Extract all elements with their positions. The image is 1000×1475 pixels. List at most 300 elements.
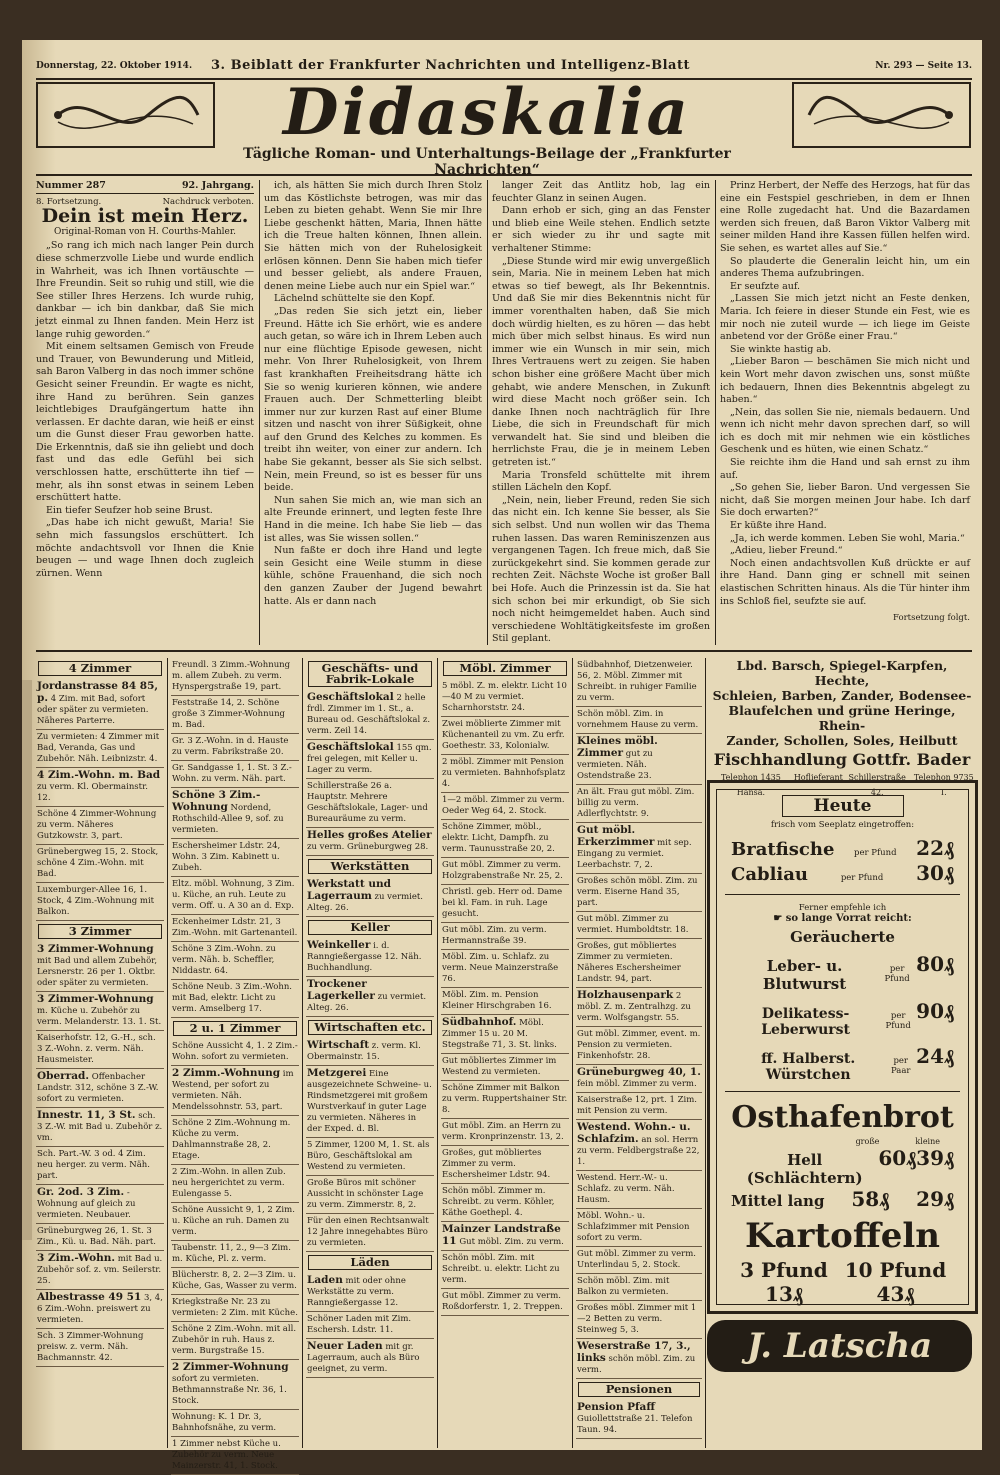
offer-note: Ferner empfehle ich <box>798 903 887 913</box>
offer-item-price: 22₰ <box>916 836 954 860</box>
ad-headline: Gr. 2od. 3 Zim. <box>37 1186 125 1198</box>
ads-column-1 <box>36 658 164 1448</box>
paragraph: „So gehen Sie, lieber Baron. Und vergessen Sie nicht, daß Sie morgen meinen Jour habe. Ich darf Sie doch erwarten?“ <box>720 482 970 519</box>
ad-text: mit Bad und allem Zubehör, Lersnerstr. 26 per 1. Oktbr. oder später zu vermieten. <box>37 956 158 988</box>
ads-column-2 <box>171 658 299 1471</box>
classified-ad <box>441 1119 569 1146</box>
classified-ad <box>171 734 299 761</box>
classified-ad <box>306 938 434 977</box>
ad-text: 2 möbl. Zimmer mit Pension zu vermieten. Bahnhofsplatz 4. <box>442 757 566 789</box>
ad-text: Gut möbl. Zim. zu verm. <box>459 1237 564 1247</box>
ad-text: sch. 3 Z.-W. mit Bad u. Zubehör z. vm. <box>37 1111 163 1143</box>
ad-text: Gut möbl. Zim. an Herrn zu verm. Kronprinzenstr. 13, 2. <box>442 1121 564 1142</box>
pointing-hand-icon: ☛ <box>773 913 786 924</box>
classified-ad <box>441 1146 569 1184</box>
ad-text: Gut möbl. Zimmer zu verm. Roßdorferstr. 1, 2. Treppen. <box>442 1291 563 1312</box>
ad-text: 155 qm. frei gelegen, mit Keller u. Lager zu verm. <box>307 743 432 775</box>
classified-ad <box>306 877 434 917</box>
ad-headline: 2 Zimm.-Wohnung <box>172 1067 281 1079</box>
ads-section-heading: Wirtschaften etc. <box>308 1020 432 1035</box>
ad-text: Nordend, Rothschild-Allee 9, sof. zu vermieten. <box>172 803 284 835</box>
ad-text: Schön möbl. Zim. mit Schreibt. u. elektr. Licht zu verm. <box>442 1253 560 1285</box>
ad-headline: 3 Zim.-Wohn. <box>37 1252 116 1264</box>
ad-text: Zu vermieten: 4 Zimmer mit Bad, Veranda, Gas und Zubehör. Näh. Leibnizstr. 4. <box>37 732 160 764</box>
classified-ad <box>36 1031 164 1069</box>
offer-box-inner <box>716 789 969 1305</box>
ad-text: Schöner Laden mit Zim. Eschersh. Ldstr. 11. <box>307 1314 412 1335</box>
ad-headline: Gut möbl. Erkerzimmer <box>577 824 655 848</box>
classified-ad <box>171 1165 299 1203</box>
potato-price-a: 3 Pfund 13₰ <box>740 1258 828 1306</box>
classified-ad <box>171 1295 299 1322</box>
ad-headline: Werkstatt und Lagerraum <box>307 878 391 902</box>
ad-text: sofort zu vermieten. Bethmannstraße Nr. 36, 1. Stock. <box>172 1374 287 1406</box>
classified-ad <box>441 820 569 858</box>
classified-ad <box>306 977 434 1017</box>
classified-ad <box>306 740 434 779</box>
classified-ad <box>306 1066 434 1138</box>
newspaper-page <box>22 40 982 1471</box>
classified-ad <box>36 1329 164 1367</box>
ad-text: Schöne 2 Zim.-Wohnung m. Küche zu verm. Dahlmannstraße 28, 2. Etage. <box>172 1118 291 1161</box>
classified-ad <box>171 1241 299 1268</box>
classified-ad <box>306 828 434 856</box>
smoked-item-unit: per Pfund <box>885 1011 911 1031</box>
ad-text: Luxemburger-Allee 16, 1. Stock, 4 Zim.-Wohnung mit Balkon. <box>37 885 155 917</box>
ad-text: zu verm. Kl. Obermainstr. 12. <box>37 782 148 803</box>
classified-ad <box>306 690 434 740</box>
ad-text: 5 möbl. Z. m. elektr. Licht 10—40 M zu vermiet. Scharnhorststr. 24. <box>442 681 567 713</box>
ad-text: Gut möbl. Zimmer zu verm. Unterlindau 5, 2. Stock. <box>577 1249 696 1270</box>
smoked-item-price: 80₰ <box>916 952 954 976</box>
ad-text: Schöne Zimmer mit Balkon zu verm. Ruppertshainer Str. 8. <box>442 1083 568 1115</box>
ad-text: Eckenheimer Ldstr. 21, 3 Zim.-Wohn. mit Gartenanteil. <box>172 917 298 938</box>
ad-text: schön möbl. Zim. zu verm. <box>577 1354 696 1375</box>
ad-text: fein möbl. Zimmer zu verm. <box>577 1079 697 1089</box>
classified-ad <box>441 1222 569 1251</box>
ad-text: Freundl. 3 Zimm.-Wohnung m. allem Zubeh. zu verm. Hynspergstraße 19, part. <box>172 660 291 692</box>
ad-text: -Wohnung auf gleich zu vermieten. Neubauer. <box>37 1188 136 1220</box>
ad-headline: 2 Zimmer-Wohnung <box>172 1361 289 1373</box>
ornament-left <box>36 82 215 148</box>
paragraph: „Nein, nein, lieber Freund, reden Sie sich das nicht ein. Ich kenne Sie besser, als Sie sich selbst. Und nun wollen wir das Thema ruhen lassen. Das waren Reminiszenzen aus vergangenen Tagen. Ich freue mich, daß Sie zurückgekehrt sind. Sie kommen gerade zur rechten Zeit. Nächste Woche ist großer Ball bei Hofe. Auch die Prinzessin ist da. Sie hat sich schon bei mir erkundigt, ob Sie sich noch nicht heimgemeldet haben. Auch sind verschiedene Wohltätigkeitsfeste im großen Stil geplant. <box>492 494 710 645</box>
potato-title: Kartoffeln <box>744 1216 941 1256</box>
masthead <box>222 75 752 178</box>
classified-ad <box>171 1360 299 1410</box>
classified-ad <box>36 1185 164 1224</box>
classified-ad <box>306 1339 434 1378</box>
classified-ad <box>576 1027 702 1065</box>
ad-text: Großes möbl. Zimmer mit 1—2 Betten zu verm. Steinweg 5, 3. <box>577 1303 697 1335</box>
ad-headline: Innestr. 11, 3 St. <box>37 1109 136 1121</box>
ad-text: Guiollettstraße 21. Telefon Taun. 94. <box>577 1414 693 1435</box>
classified-ad <box>576 1301 702 1339</box>
fish-shop-ad <box>708 658 976 800</box>
classified-ad <box>441 679 569 717</box>
ad-text: Gut möbl. Zimmer zu verm. Holzgrabenstraße Nr. 25, 2. <box>442 860 563 881</box>
ad-headline: Wirtschaft <box>307 1039 370 1051</box>
ad-headline: Grüneburgweg 40, 1. <box>577 1066 701 1078</box>
ad-headline: Oberrad. <box>37 1070 90 1082</box>
bread-title: Osthafenbrot <box>731 1100 954 1135</box>
classified-ad <box>441 1081 569 1119</box>
ads-section-heading: Pensionen <box>578 1382 700 1397</box>
paragraph: „Das reden Sie sich jetzt ein, lieber Freund. Hätte ich Sie erhört, wie es andere auch getan, so wäre ich in Ihrem Leben auch nur eine flüchtige Episode gewesen, nicht mehr. Von Ihrer Ruhelosigkeit, von Ihrem fast krankhaften Freiheitsdrang hätte ich Sie so wenig kurieren können, wie andere Frauen auch. Der Schmetterling bleibt immer nur zur kurzen Rast auf einer Blume sitzen und nascht von ihrer Süßigkeit, ohne auf den Grund des Kelches zu kommen. Es treibt ihn weiter, von einer zur andern. Ich habe Sie gekannt, besser als Sie sich selbst. Nein, mein Freund, so ist es besser für uns beide. <box>264 305 482 494</box>
paragraph: „Lassen Sie mich jetzt nicht an Feste denken, Maria. Ich feiere in dieser Stunde ein Fest, wie es mir noch nie zuteil wurde — ich liege im Geiste anbetend vor der Größe einer Frau.“ <box>720 293 970 343</box>
paragraph: Ein tiefer Seufzer hob seine Brust. <box>46 504 213 516</box>
ad-text: Eschersheimer Ldstr. 24, Wohn. 3 Zim. Kabinett u. Zubeh. <box>172 841 281 873</box>
offer-item-unit: per Pfund <box>840 873 884 883</box>
classified-ad <box>576 988 702 1027</box>
column-divider <box>259 180 260 645</box>
ad-text: Schöne Zimmer, möbl., elektr. Licht, Dampfh. zu verm. Taunusstraße 20, 2. <box>442 822 555 854</box>
paragraph: „Ja, ich werde kommen. Leben Sie wohl, Maria.“ <box>730 532 965 544</box>
classified-ad <box>576 939 702 988</box>
ad-text: mit oder ohne Werkstätte zu verm. Ranngießergasse 12. <box>307 1276 406 1308</box>
paragraph: „Nein, das sollen Sie nie, niemals bedauern. Und wenn ich nicht mehr davon sprechen darf, so will ich es doch mit mir nehmen wie ein köstliches Geschenk und es hüten, wie einen Schatz.“ <box>720 406 970 456</box>
classified-ad <box>36 942 164 992</box>
classified-ad <box>36 1224 164 1251</box>
classified-ad <box>36 768 164 807</box>
classified-ad <box>36 845 164 883</box>
paragraph: Noch einen andachtsvollen Kuß drückte er auf ihre Hand. Dann ging er schnell mit seinen elastischen Schritten hinaus. Als die Tür hinter ihm ins Schloß fiel, seufzte sie auf. <box>720 557 970 607</box>
offer-subheading: frisch vom Seeplatz eingetroffen: <box>770 820 915 830</box>
offer-item-name: Cabliau <box>731 864 809 885</box>
fish-line: Zander, Schollen, Soles, Heilbutt <box>726 733 958 748</box>
masthead-title: Didaskalia <box>283 75 691 150</box>
ad-headline: Mainzer Landstraße 11 <box>442 1223 561 1247</box>
classified-ad <box>306 1138 434 1176</box>
ad-text: gut zu vermieten. Näh. Ostendstraße 23. <box>577 749 653 781</box>
offer-note-2 <box>717 913 968 924</box>
classified-ad <box>306 1176 434 1214</box>
offer-item <box>717 836 968 861</box>
ad-text: Großes, gut möbliertes Zimmer zu verm. Eschersheimer Ldstr. 94. <box>442 1148 551 1180</box>
ad-text: 2 möbl. Z. m. Zentralhzg. zu verm. Wolfsgangstr. 55. <box>577 991 691 1023</box>
paragraph: Nun sahen Sie mich an, wie man sich an alte Freunde erinnert, und legten feste Ihre Hand in die meine. Ich habe Sie lieb — das ist alles, was Sie wissen sollen.“ <box>264 494 482 544</box>
serial-title: Dein ist mein Herz. <box>41 205 249 228</box>
offer-divider <box>725 894 960 895</box>
paragraph: Nun faßte er doch ihre Hand und legte sein Gesicht eine Weile stumm in diese kühle, schöne Frauenhand, die sich noch den ganzen Zauber der Jugend bewahrt hatte. Als er dann nach <box>264 545 482 607</box>
ad-headline: Jordanstrasse 84 85, p. <box>37 680 159 704</box>
ad-text: Christl. geb. Herr od. Dame bei kl. Fam. in ruh. Lage gesucht. <box>442 887 563 919</box>
classified-ad <box>306 1273 434 1312</box>
ads-section-heading: Läden <box>308 1255 432 1270</box>
ad-headline: Kleines möbl. Zimmer <box>577 735 658 759</box>
bread-size-big: große <box>855 1137 880 1146</box>
classified-ad <box>171 1410 299 1437</box>
ad-text: Möbl. Wohn.- u. Schlafzimmer mit Pension sofort zu verm. <box>577 1211 690 1243</box>
ad-text: Schöne Aussicht 4, 1. 2 Zim.-Wohn. sofort zu vermieten. <box>172 1041 298 1062</box>
offer-divider <box>725 1091 960 1092</box>
ad-text: Große Büros mit schöner Aussicht in schönster Lage zu verm. Zimmerstr. 8, 2. <box>307 1178 424 1210</box>
ad-text: Westend. Herr.-W.- u. Schlafz. zu verm. Näh. Hausm. <box>577 1173 675 1205</box>
column-divider <box>302 658 303 1448</box>
classified-ad <box>576 1065 702 1093</box>
ad-headline: Trockener Lagerkeller <box>307 978 375 1002</box>
ad-text: mit gr. Lagerraum, auch als Büro geeignet, zu verm. <box>307 1342 420 1374</box>
article-column-3 <box>492 180 710 644</box>
classified-ad <box>171 1268 299 1295</box>
ad-text: Für den einen Rechtsanwalt 12 Jahre innegehabtes Büro zu vermieten. <box>307 1216 429 1248</box>
paragraph: Er seufzte auf. <box>730 280 801 292</box>
ads-section-heading: 3 Zimmer <box>38 924 162 939</box>
classified-ad <box>441 793 569 820</box>
ad-text: Schöne 4 Zimmer-Wohnung zu verm. Näheres Gutzkowstr. 3, part. <box>37 809 157 841</box>
ad-text: z. verm. Kl. Obermainstr. 15. <box>307 1041 421 1062</box>
ad-text: Möbl. Zim. m. Pension Kleiner Hirschgraben 16. <box>442 990 552 1011</box>
classified-ad <box>576 1209 702 1247</box>
ad-text: mit sep. Eingang zu vermiet. Leerbachstr. 7, 2. <box>577 838 692 870</box>
classified-ad <box>306 1038 434 1066</box>
column-divider <box>167 658 168 1448</box>
classified-ad <box>171 980 299 1018</box>
paragraph: „Lieber Baron — beschämen Sie mich nicht und kein Wort mehr davon zwischen uns, sonst müßte ich bedauern, Ihnen dies Bekenntnis abgelegt zu haben.“ <box>720 356 970 406</box>
classified-ad <box>576 1171 702 1209</box>
paragraph: So plauderte die Generalin leicht hin, um ein anderes Thema aufzubringen. <box>720 255 970 280</box>
ad-text: Grüneburgweg 26, 1. St. 3 Zim., Kü. u. Bad. Näh. part. <box>37 1226 156 1247</box>
ad-text: Gut möbl. Zimmer, event. m. Pension zu vermieten. Finkenhofstr. 28. <box>577 1029 701 1061</box>
smoked-item <box>717 999 968 1038</box>
ad-headline: Holzhausenpark <box>577 989 674 1001</box>
offer-item-name: Bratfische <box>731 839 835 860</box>
fish-line: Blaufelchen und grüne Heringe, Rhein- <box>728 703 956 733</box>
classified-ad <box>441 858 569 885</box>
ad-text: 3, 4, 6 Zim.-Wohn. preiswert zu vermieten. <box>37 1293 163 1325</box>
ad-text: i. d. Ranngießergasse 12. Näh. Buchhandlung. <box>307 941 422 973</box>
classified-ad <box>171 1116 299 1165</box>
ornament-flourish-icon <box>794 84 969 146</box>
column-divider <box>437 658 438 1448</box>
bread-item-small: 39₰ <box>916 1146 954 1170</box>
paragraph: Dann erhob er sich, ging an das Fenster und blieb eine Weile stehen. Endlich setzte er sich wieder zu ihr und sagte mit verhaltener Stimme: <box>492 205 710 254</box>
ad-text: Schön möbl. Zim. in vornehmem Hause zu verm. <box>577 709 699 730</box>
column-divider <box>705 658 706 1448</box>
paragraph: Sie reichte ihm die Hand und sah ernst zu ihm auf. <box>720 457 970 481</box>
ads-section-heading: Werkstätten <box>308 859 432 874</box>
ad-headline: Helles großes Atelier <box>307 829 432 841</box>
fish-street: Schillerstraße 42. <box>848 773 906 797</box>
offer-note-2-text: so lange Vorrat reicht: <box>785 913 912 924</box>
classified-ad <box>441 923 569 950</box>
binding-strip <box>22 680 32 1240</box>
section-rule <box>36 650 972 652</box>
ad-text: Schön möbl. Zimmer m. Schreibt. zu verm. Köhler, Käthe Goethepl. 4. <box>442 1186 555 1218</box>
smoked-item-price: 90₰ <box>916 999 954 1023</box>
classified-ad <box>576 1093 702 1120</box>
ad-text: Schöne 3 Zim.-Wohn. zu verm. Näh. b. Scheffler, Niddastr. 64. <box>172 944 276 976</box>
ad-headline: Metzgerei <box>307 1067 367 1079</box>
fish-supplier: Hoflieferant <box>793 773 843 782</box>
classified-ad <box>36 1108 164 1147</box>
classified-ad <box>171 839 299 877</box>
classified-ad <box>36 679 164 730</box>
offer-item-unit: per Pfund <box>854 848 897 858</box>
ad-headline: 4 Zim.-Wohn. m. Bad <box>37 769 161 781</box>
ad-text: 5 Zimmer, 1200 M, 1. St. als Büro, Geschäftslokal am Westend zu vermieten. <box>307 1140 430 1172</box>
ad-text: Feststraße 14, 2. Schöne große 3 Zimmer-Wohnung m. Bad. <box>172 698 286 730</box>
serial-author: Original-Roman von H. Courths-Mahler. <box>54 226 236 237</box>
article-column-4 <box>720 180 970 644</box>
ad-text: An ält. Frau gut möbl. Zim. billig zu verm. Adlerflychtstr. 9. <box>577 787 695 819</box>
classified-ad <box>576 707 702 734</box>
classified-ad <box>36 807 164 845</box>
classified-ad <box>441 1289 569 1316</box>
ad-text: Großes schön möbl. Zim. zu verm. Eiserne Hand 35, part. <box>577 876 698 908</box>
classified-ad <box>171 1322 299 1360</box>
classified-ad <box>441 1054 569 1081</box>
ads-section-heading: Keller <box>308 920 432 935</box>
bread-item <box>717 1146 968 1187</box>
classified-ad <box>441 1251 569 1289</box>
continued-note: Fortsetzung folgt. <box>893 613 970 624</box>
classified-ad <box>171 658 299 696</box>
header-date: Donnerstag, 22. Oktober 1914. <box>36 61 193 71</box>
ads-section-heading: Möbl. Zimmer <box>443 661 567 676</box>
ad-headline: Weinkeller <box>307 939 371 951</box>
smoked-item <box>717 952 968 993</box>
paragraph: „Diese Stunde wird mir ewig unvergeßlich sein, Maria. Nie in meinem Leben hat mich etwas so tief bewegt, als Ihr Bekenntnis. Und daß Sie mir dies Bekenntnis nicht für immer vorenthalten haben, daß Sie mich doch würdig hielten, es zu hören — das hebt mich über mich selbst hinaus. Es wird nun immer wie ein Wunsch in mir sein, mich Ihres Vertrauens wert zu zeigen. Sie haben schon bisher eine größere Macht über mich gehabt, wie andere Menschen, in Zukunft wird diese Macht noch größer sein. Ich danke Ihnen noch nachträglich für Ihre Liebe, die sich in Freundschaft für mich verwandelt hat. Sie sind und bleiben die herrlichste Frau, die je in meinem Leben getreten ist.“ <box>492 255 710 469</box>
offer-heading: Heute <box>782 795 904 817</box>
paragraph: „Adieu, lieber Freund.“ <box>730 545 843 557</box>
classified-ad <box>171 696 299 734</box>
ad-text: Taubenstr. 11, 2., 9—3 Zim. m. Küche, Pl. z. verm. <box>172 1243 291 1264</box>
classified-ad <box>576 1120 702 1171</box>
ads-column-5 <box>576 658 702 1448</box>
ad-text: zu verm. Grüneburgweg 28. <box>307 842 429 852</box>
smoked-item-name: Delikatess-Leberwurst <box>761 1006 850 1038</box>
ad-text: Möbl. Zim. u. Schlafz. zu verm. Neue Mainzerstraße 76. <box>442 952 559 984</box>
article-column-2 <box>264 180 482 644</box>
ornament-flourish-icon <box>38 84 213 146</box>
ad-text: Grünebergweg 15, 2. Stock, schöne 4 Zim.-Wohn. mit Bad. <box>37 847 159 879</box>
smoked-item-name: ff. Halberst. Würstchen <box>761 1051 856 1083</box>
smoked-item-unit: per Paar <box>890 1056 911 1076</box>
classified-ad <box>576 734 702 785</box>
column-divider <box>487 180 488 645</box>
ad-text: an sol. Herrn zu verm. Feldbergstraße 22, 1. <box>577 1135 700 1167</box>
paragraph: „So rang ich mich nach langer Pein durch diese schmerzvolle Liebe und wurde endlich in Wahrheit, was ich Ihnen vortäuschte — Ihre Freundin. Seit so ruhig und still, wie die See stiller Ihres Herzens. Ich wurde ruhig, dankbar — ich bin dankbar, daß Sie mich jetzt einmal zu Ihnen fanden. Mein Herz ist lange ruhig geworden.“ <box>36 240 254 340</box>
classified-ad <box>36 992 164 1031</box>
bread-item-small: 29₰ <box>916 1187 954 1211</box>
classified-ad <box>306 1312 434 1339</box>
latscha-logo: J. Latscha <box>707 1320 972 1372</box>
paragraph: Mit einem seltsamen Gemisch von Freude und Trauer, von Bewunderung und Mitleid, sah Baron Valberg in das noch immer schöne Gesicht seiner Freundin. Er wagte es nicht, ihre Hand zu berühren. Sein ganzes leichtlebiges Draufgängertum hatte ihn verlassen. Er dachte daran, wie heiß er einst um die Gunst dieser Frau geworben hatte. Die Erkenntnis, daß sie ihn geliebt und doch fast und das edle Gefühl bei sich verschlossen hatte, erschütterte ihn tief — mehr, als ihn sonst etwas in seinem Leben erschüttert hatte. <box>36 341 254 504</box>
classified-ad <box>576 785 702 823</box>
ad-text: Schöne Neub. 3 Zim.-Wohn. mit Bad, elektr. Licht zu verm. Amselberg 17. <box>172 982 293 1014</box>
bread-item-big: 60₰ <box>878 1146 917 1170</box>
smoked-item-unit: per Pfund <box>884 964 910 984</box>
paragraph: ich, als hätten Sie mich durch Ihren Stolz um das Köstlichste betrogen, was mir das Leben zu bieten gehabt. Wenn Sie mir Ihre Liebe geschenkt hätten, Maria, Ihnen hätte ich die Treue halten können, Ihnen allein. Sie hätten mich von der Ruhelosigkeit erlösen können. Denn Sie haben mich tiefer und besser geliebt, als andere Frauen, denen meine Liebe auch nur ein Spiel war.“ <box>264 180 482 292</box>
classified-ad <box>441 885 569 923</box>
ad-text: Gut möbl. Zim. zu verm. Hermannstraße 39. <box>442 925 547 946</box>
fish-phone-left: Telephon 1435 Hansa. <box>720 773 781 797</box>
classified-ad <box>576 1247 702 1274</box>
column-divider <box>572 658 573 1448</box>
classified-ad <box>576 912 702 939</box>
bread-item-name: Hell (Schlächtern) <box>746 1151 863 1187</box>
ad-text: Großes, gut möbliertes Zimmer zu vermieten. Näheres Eschersheimer Landstr. 94, part. <box>577 941 681 984</box>
smoked-item <box>717 1044 968 1083</box>
classified-ad <box>171 877 299 915</box>
classified-ad <box>36 1251 164 1290</box>
paragraph: Prinz Herbert, der Neffe des Herzogs, hat für das eine ein Festspiel geschrieben, in dem er Ihnen eine Rolle zugedacht hat. Und die Bazardamen werden sich freuen, daß Baron Viktor Valberg mit seiner milden Hand ihre Kassen füllen helfen wird. Sie sehen, es wartet alles auf Sie.“ <box>720 180 970 254</box>
classified-ad <box>36 883 164 921</box>
classified-ad <box>441 1015 569 1054</box>
offer-item-price: 30₰ <box>916 861 954 885</box>
classified-ad <box>441 755 569 793</box>
classified-ad <box>306 779 434 828</box>
ads-section-heading: 2 u. 1 Zimmer <box>173 1021 297 1036</box>
classified-ad <box>441 950 569 988</box>
ads-column-3 <box>306 658 434 1448</box>
issue-meta <box>36 180 254 194</box>
paragraph: „Das habe ich nicht gewußt, Maria! Sie sehn mich fassungslos erschüttert. Ich möchte andachtsvoll vor Ihnen die Knie beugen — und wage Ihnen doch zugleich zürnen. Wenn <box>36 517 254 579</box>
classified-ad <box>576 658 702 707</box>
bread-item-big: 58₰ <box>851 1187 890 1211</box>
ad-text: Eltz. möbl. Wohnung, 3 Zim. u. Küche, an ruh. Leute zu verm. Off. u. A 30 an d. Exp. <box>172 879 295 911</box>
classified-ad <box>36 1290 164 1329</box>
classified-ad <box>576 1339 702 1379</box>
bread-size-small: kleine <box>915 1137 940 1146</box>
ad-text: 2 helle frdl. Zimmer im 1. St., a. Bureau od. Geschäftslokal z. verm. Zeil 14. <box>307 693 431 736</box>
classified-ad <box>576 823 702 874</box>
classified-ad <box>171 788 299 839</box>
classified-ad <box>576 874 702 912</box>
ads-section-heading: 4 Zimmer <box>38 661 162 676</box>
smoked-item-name: Leber- u. Blutwurst <box>762 957 847 993</box>
ad-headline: Weserstraße 17, 3., links <box>577 1340 691 1364</box>
serial-notice: Nachdruck verboten. <box>162 196 254 207</box>
ad-headline: Neuer Laden <box>307 1340 383 1352</box>
header-page-number: Nr. 293 — Seite 13. <box>875 61 972 71</box>
ad-text: Blücherstr. 8, 2. 2—3 Zim. u. Küche, Gas, Wasser zu verm. <box>172 1270 297 1291</box>
ad-headline: Westend. Wohn.- u. Schlafzim. <box>577 1121 691 1145</box>
classified-ad <box>171 761 299 788</box>
ad-headline: 3 Zimmer-Wohnung <box>37 993 154 1005</box>
fish-line: Schleien, Barben, Zander, Bodensee- <box>712 688 972 703</box>
masthead-subtitle: Tägliche Roman- und Unterhaltungs-Beilage der „Frankfurter Nachrichten“ <box>243 146 731 178</box>
classified-ad <box>441 1184 569 1222</box>
ad-text: Kriegkstraße Nr. 23 zu vermieten: 2 Zim. mit Küche. <box>172 1297 298 1318</box>
header-publication: 3. Beiblatt der Frankfurter Nachrichten und Intelligenz-Blatt <box>211 58 690 73</box>
ad-text: mit Bad u. Zubehör sof. z. vm. Seilerstr. 25. <box>37 1254 163 1286</box>
ad-text: Gr. Sandgasse 1, 1. St. 3 Z.-Wohn. zu verm. Näh. part. <box>172 763 292 784</box>
fish-phone-right: Telephon 9735 I. <box>913 773 974 797</box>
ad-text: Sch. Part.-W. 3 od. 4 Zim. neu herger. zu verm. Näh. part. <box>37 1149 150 1181</box>
classified-ad <box>441 988 569 1015</box>
classified-ad <box>171 1437 299 1475</box>
ad-text: Schillerstraße 26 a. Hauptstr. Mehrere Geschäftslokale, Lager- und Bureauräume zu verm. <box>307 781 428 824</box>
paragraph: Maria Tronsfeld schüttelte mit ihrem stillen Lächeln den Kopf. <box>492 469 710 494</box>
potato-prices <box>717 1258 968 1307</box>
ad-text: Möbl. Zimmer 15 u. 20 M. Stegstraße 71, 3. St. links. <box>442 1018 557 1050</box>
classified-ad <box>36 730 164 768</box>
issue-year: 92. Jahrgang. <box>181 180 254 191</box>
column-divider <box>715 180 716 645</box>
ad-text: zu vermiet. Alteg. 26. <box>307 892 424 913</box>
ad-text: Kaiserstraße 12, prt. 1 Zim. mit Pension zu verm. <box>577 1095 697 1116</box>
ad-text: im Westend, per sofort zu vermieten. Näh. Mendelssohnstr. 53, part. <box>172 1069 294 1112</box>
ad-text: zu vermiet. Alteg. 26. <box>307 992 427 1013</box>
offer-section: Geräucherte <box>790 928 895 946</box>
ad-headline: 3 Zimmer-Wohnung <box>37 943 154 955</box>
paragraph: langer Zeit das Antlitz hob, lag ein feuchter Glanz in seinen Augen. <box>492 180 710 204</box>
smoked-item-price: 24₰ <box>916 1044 954 1068</box>
classified-ad <box>306 1214 434 1252</box>
ad-text: Eine ausgezeichnete Schweine- u. Rindsmetzgerei mit großem Wurstverkauf in guter Lage zu vermieten. Näheres in der Exped. d. Bl. <box>307 1069 432 1134</box>
ad-text: Offenbacher Landstr. 312, schöne 3 Z.-W. sofort zu vermieten. <box>37 1072 159 1104</box>
